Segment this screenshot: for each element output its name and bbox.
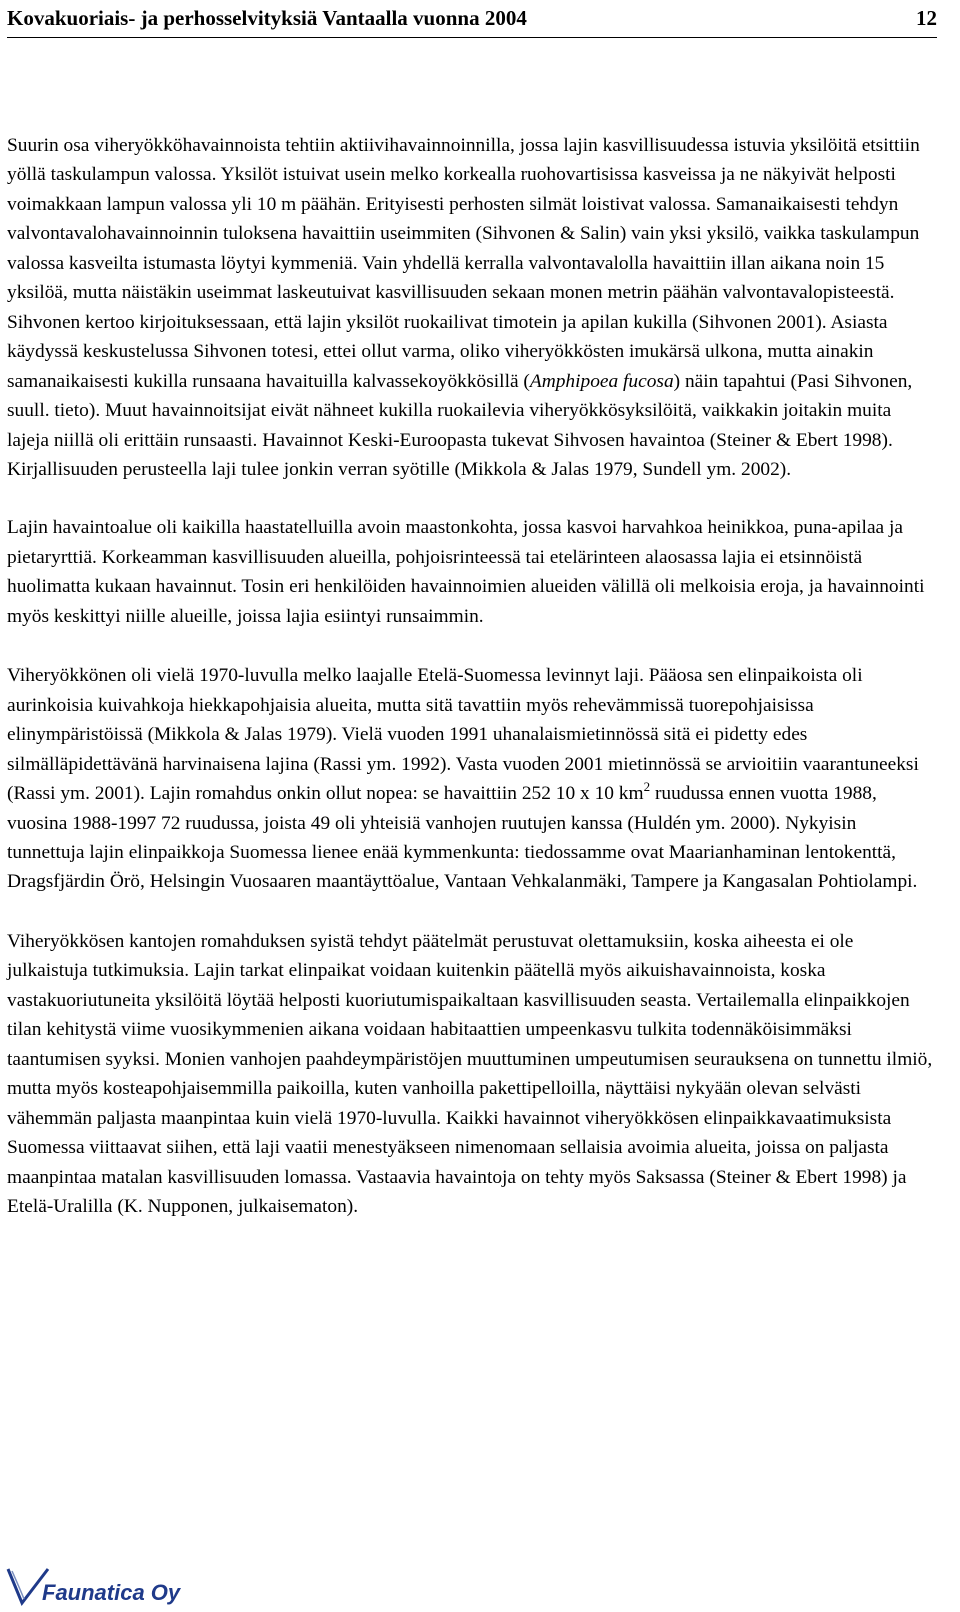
paragraph-1 <box>7 131 938 484</box>
page-number: 12 <box>916 6 937 30</box>
page-header <box>7 6 937 31</box>
paragraph-1-part-1: Suurin osa viheryökköhavainnoista tehtiin aktiivihavainnoinnilla, jossa lajin kasvillisuudessa istuvia yksilöitä etsittiin yöllä taskulampun valossa. Yksilöt istuivat usein melko korkealla ruohovartisissa kasveissa ja ne näkyivät helposti voimakkaan lampun valossa yli 10 m päähän. Erityisesti perhosten silmät loistivat valossa. Samanaikaisesti tehdyn valvontavalohavainnoinnin tuloksena havaittiin useimmiten (Sihvonen & Salin) vain yksi yksilö, vaikka taskulampun valossa kasveilta istumasta löytyi kymmeniä. Vain yhdellä kerralla valvontavalolla havaittiin illan aikana noin 15 yksilöä, mutta näistäkin useimmat laskeutuivat kasvillisuuden sekaan monen metrin päähän valvontavalopisteestä. Sihvonen kertoo kirjoituksessaan, että lajin yksilöt ruokailivat timotein ja apilan kukilla (Sihvonen 2001). Asiasta käydyssä keskustelussa Sihvonen totesi, ettei ollut varma, oliko viheryökkösten imukärsä ulkona, mutta ainakin samanaikaisesti kukilla runsaana havaituilla kalvassekoyökkösillä ( <box>7 135 920 392</box>
logo-text: Faunatica Oy <box>42 1580 181 1605</box>
paragraph-1-part-2: ) näin tapahtui (Pasi Sihvonen, suull. tieto). Muut havainnoitsijat eivät nähneet kukilla ruokailevia viheryökkösyksilöitä, vaikkakin joitakin muita lajeja niillä oli erittäin runsaasti. Havainnot Keski-Euroopasta tukevat Sihvosen havaintoa (Steiner & Ebert 1998). Kirjallisuuden perusteella laji tulee jonkin verran syötille (Mikkola & Jalas 1979, Sundell ym. 2002). <box>7 370 913 480</box>
paragraph-3-part-2: ruudussa ennen vuotta 1988, vuosina 1988-1997 72 ruudussa, joista 49 oli yhteisiä vanhojen ruutujen kanssa (Huldén ym. 2000). Nykyisin tunnettuja lajin elinpaikkoja Suomessa lienee enää kymmenkunta: tiedossamme ovat Maarianhaminan lentokenttä, Dragsfjärdin Örö, Helsingin Vuosaaren maantäyttöalue, Vantaan Vehkalanmäki, Tampere ja Kangasalan Pohtiolampi. <box>7 783 918 893</box>
paragraph-3 <box>7 661 938 897</box>
body-text <box>7 131 938 1249</box>
logo-graphic <box>6 1565 186 1607</box>
document-title: Kovakuoriais- ja perhosselvityksiä Vantaalla vuonna 2004 <box>7 6 527 30</box>
paragraph-4: Viheryökkösen kantojen romahduksen syistä tehdyt päätelmät perustuvat olettamuksiin, koska aiheesta ei ole julkaistuja tutkimuksia. Lajin tarkat elinpaikat voidaan kuitenkin päätellä myös aikuishavainnoista, koska vastakuoriutuneita yksilöitä löytää helposti kuoriutumispaikaltaan kasvillisuuden seasta. Vertailemalla elinpaikkojen tilan kehitystä viime vuosikymmenien aikana voidaan habitaattien umpeenkasvu tulkita todennäköisimmäksi taantumisen syyksi. Monien vanhojen paahdeympäristöjen muuttuminen umpeutumisen seurauksena on tunnettu ilmiö, mutta myös kosteapohjaisemmilla paikoilla, kuten vanhoilla pakettipelloilla, näyttäisi nykyään olevan selvästi vähemmän paljasta maanpintaa kuin vielä 1970-luvulla. Kaikki havainnot viheryökkösen elinpaikkavaatimuksista Suomessa viittaavat siihen, että laji vaatii menestyäkseen nimenomaan sellaisia avoimia alueita, joissa on paljasta maanpintaa matalan kasvillisuuden lomassa. Vastaavia havaintoja on tehty myös Saksassa (Steiner & Ebert 1998) ja Etelä-Uralilla (K. Nupponen, julkaisematon). <box>7 930 933 1217</box>
superscript-2: 2 <box>643 779 651 795</box>
company-logo <box>6 1565 186 1607</box>
paragraph-3-part-1: Viheryökkönen oli vielä 1970-luvulla melko laajalle Etelä-Suomessa levinnyt laji. Pääosa sen elinpaikoista oli aurinkoisia kuivahkoja hiekkapohjaisia alueita, mutta sitä tavattiin myös rehevämmissä tuorepohjaisissa elinympäristöissä (Mikkola & Jalas 1979). Vielä vuoden 1991 uhanalaismietinnössä sitä ei pidetty edes silmälläpidettävänä harvinaisena lajina (Rassi ym. 1992). Vasta vuoden 2001 mietinnössä se arvioitiin vaarantuneeksi (Rassi ym. 2001). Lajin romahdus onkin ollut nopea: se havaittiin 252 10 x 10 km <box>7 665 919 805</box>
header-divider <box>7 37 937 38</box>
species-name: Amphipoea fucosa <box>529 370 674 392</box>
paragraph-2: Lajin havaintoalue oli kaikilla haastatelluilla avoin maastonkohta, jossa kasvoi harvahkoa heinikkoa, puna-apilaa ja pietaryrttiä. Korkeamman kasvillisuuden alueilla, pohjoisrinteessä tai etelärinteen alaosassa lajia ei etsinnöistä huolimatta kukaan havainnut. Tosin eri henkilöiden havainnoimien alueiden välillä oli melkoisia eroja, ja havainnointi myös keskittyi niille alueille, joissa lajia esiintyi runsaimmin. <box>7 517 925 627</box>
